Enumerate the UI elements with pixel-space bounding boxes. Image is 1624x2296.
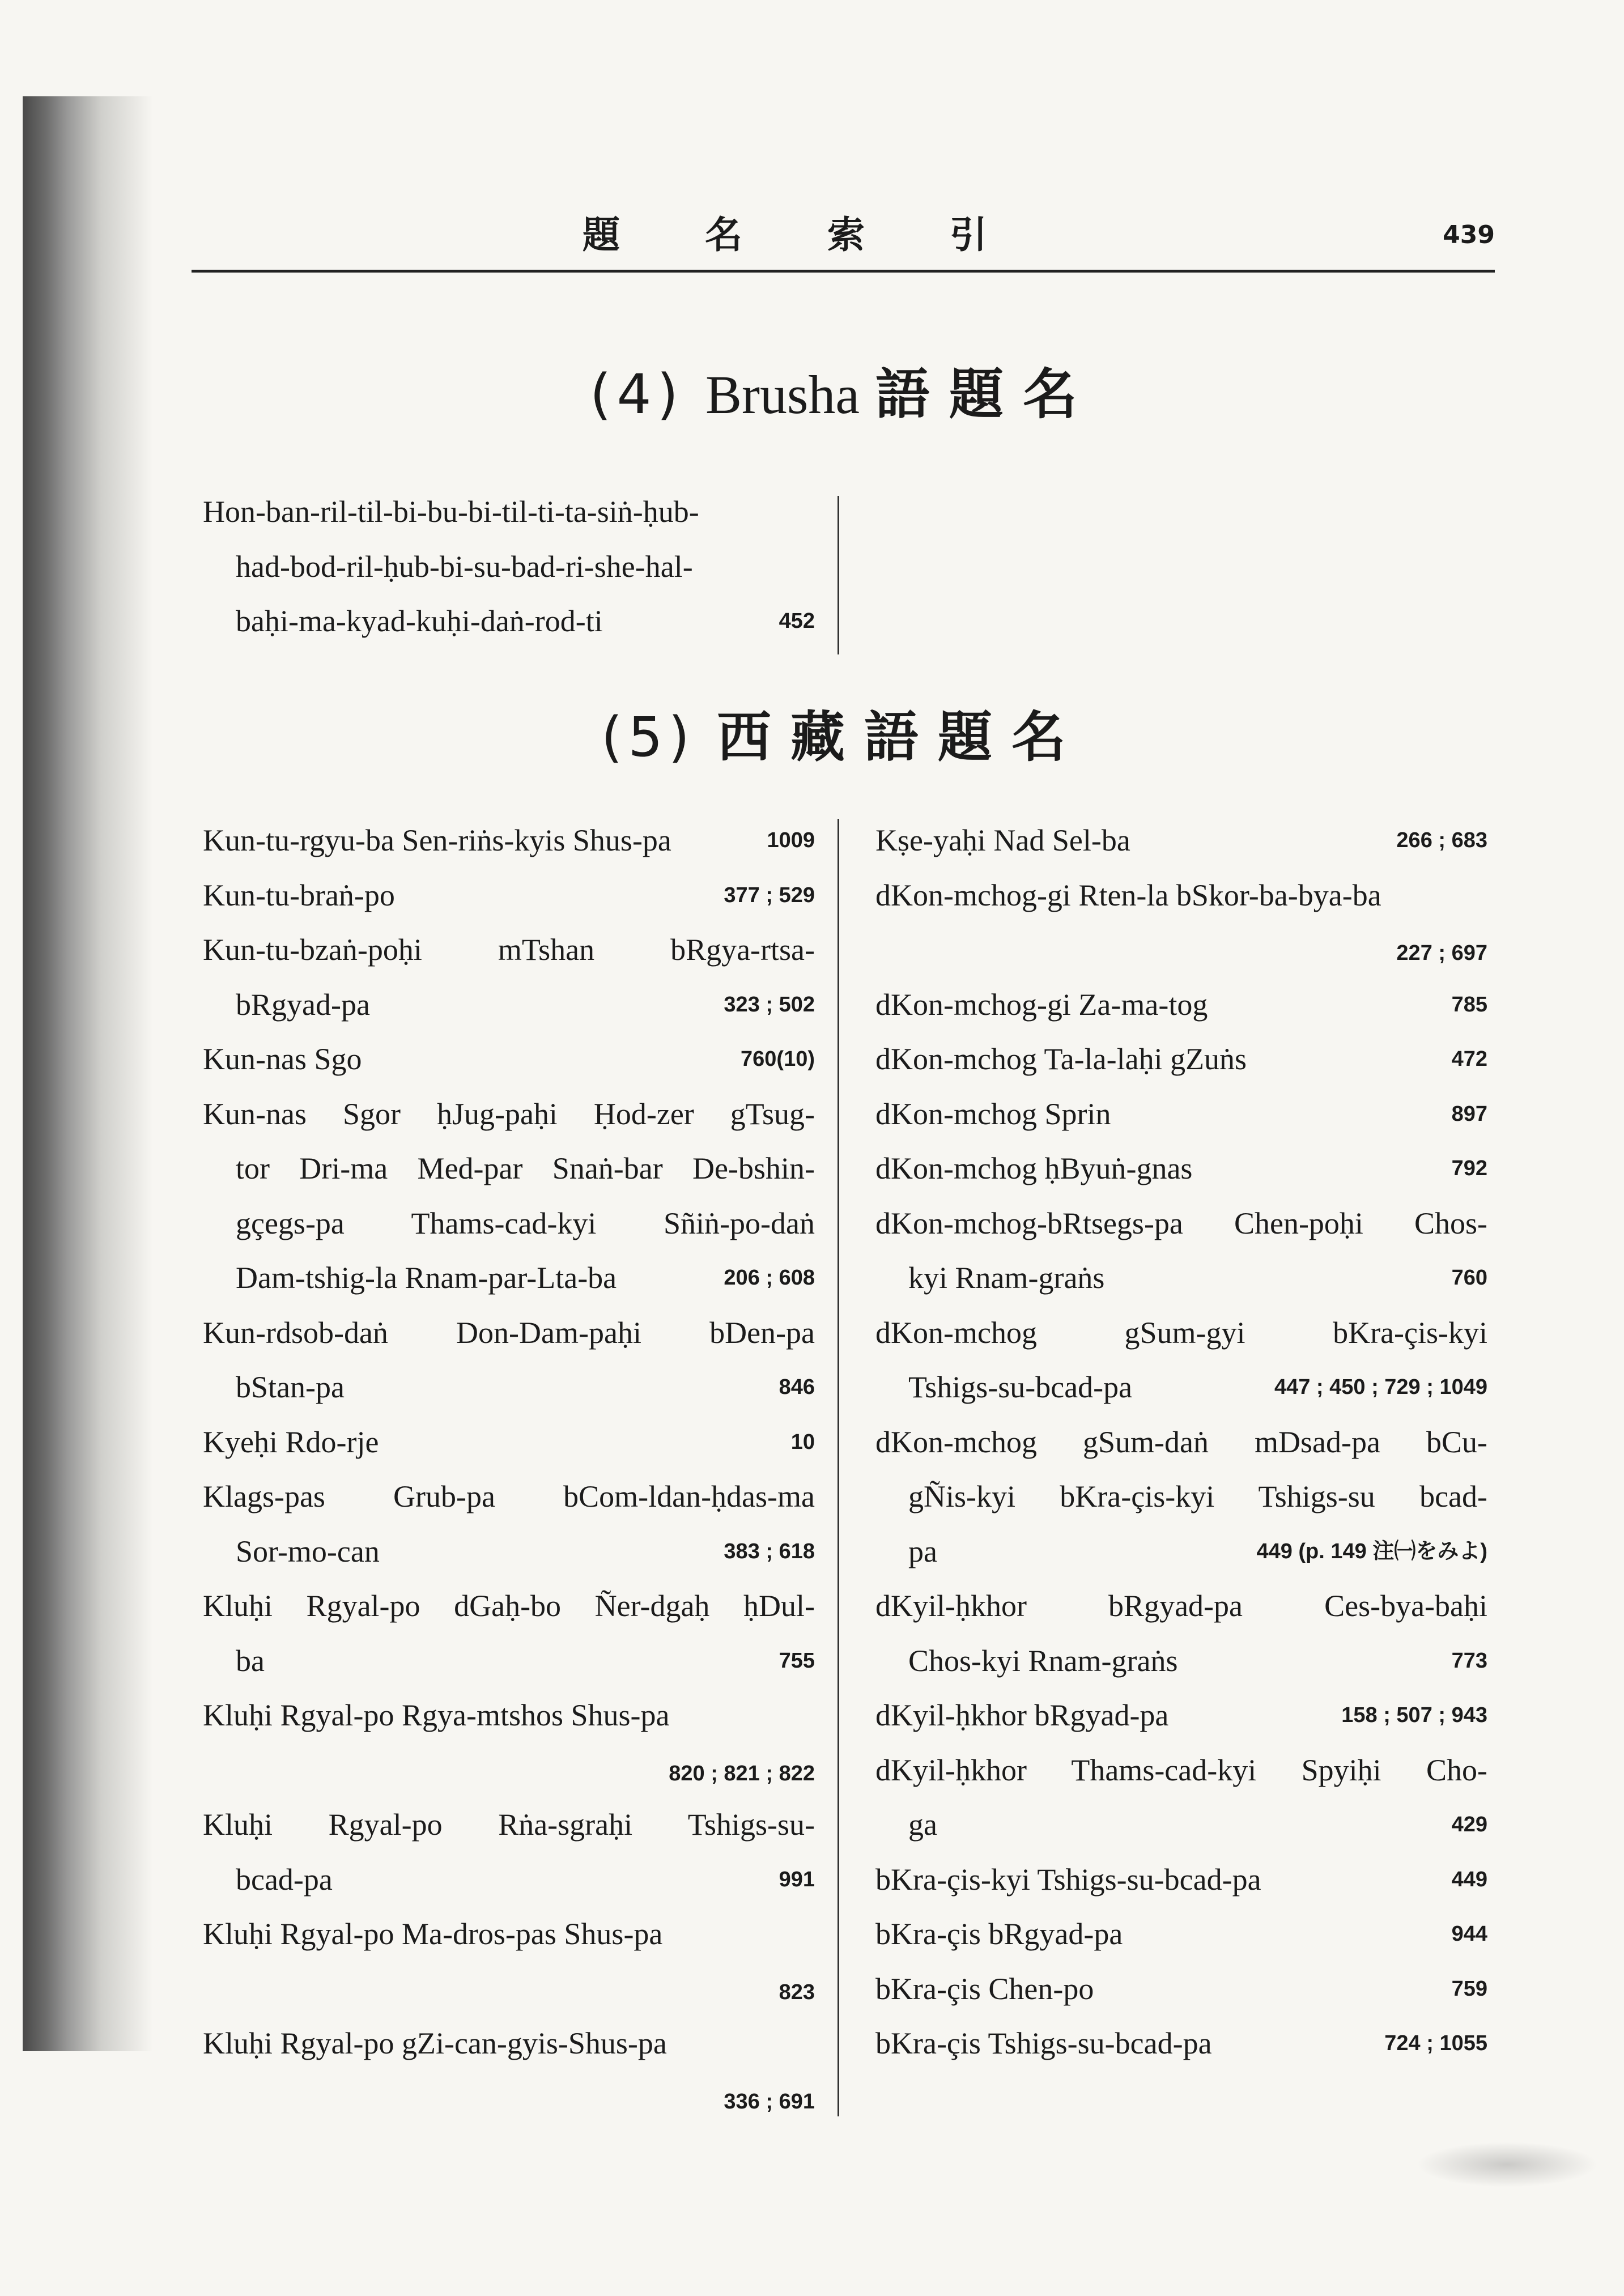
entry-pages: 266 ; 683 [1396, 828, 1487, 852]
index-entry [203, 1032, 815, 1087]
index-entry [203, 922, 815, 1032]
entry-pages: 227 ; 697 [1396, 941, 1487, 965]
section-number: (4) [590, 363, 684, 426]
entry-pages: 991 [779, 1867, 815, 1891]
entry-title-line: bRgyad-pa [236, 987, 370, 1022]
entry-title-line: Kun-tu-rgyu-ba Sen-riṅs-kyis Shus-pa [203, 823, 671, 857]
index-entry [875, 1579, 1487, 1688]
index-entry [875, 1196, 1487, 1306]
entry-pages: 323 ; 502 [724, 992, 815, 1017]
entry-pages: 755 [779, 1648, 815, 1673]
entry-pages: 820 ; 821 ; 822 [669, 1761, 815, 1785]
entry-pages: 449 (p. 149 注㈠をみよ) [1256, 1539, 1487, 1563]
entry-title-line: Kyeḥi Rdo-rje [203, 1425, 379, 1459]
entry-pages: 452 [779, 609, 815, 633]
section-heading-tibetan [192, 694, 1495, 772]
entry-title-line: baḥi-ma-kyad-kuḥi-daṅ-rod-ti [236, 604, 603, 638]
index-entry [203, 1579, 815, 1688]
entry-pages: 447 ; 450 ; 729 ; 1049 [1274, 1375, 1487, 1399]
entry-title-line: dKon-mchog gSum-gyi bKra-çis-kyi [875, 1315, 1487, 1350]
entry-title-line: dKon-mchog ḥByuṅ-gnas [875, 1151, 1193, 1185]
entry-title-line: dKyil-ḥkhor Thams-cad-kyi Spyiḥi Cho- [875, 1753, 1487, 1787]
entry-title-line: Klags-pas Grub-pa bCom-ldan-ḥdas-ma [203, 1479, 815, 1513]
entry-title-line: Kluḥi Rgyal-po Ma-dros-pas Shus-pa [203, 1917, 663, 1951]
entry-pages: 158 ; 507 ; 943 [1341, 1703, 1487, 1727]
entry-pages: 1009 [767, 828, 815, 852]
entry-title-line: Kṣe-yaḥi Nad Sel-ba [875, 823, 1130, 857]
tibetan-entries-left [203, 813, 815, 2125]
page-number: 439 [1443, 220, 1495, 249]
entry-title-line: bKra-çis Tshigs-su-bcad-pa [875, 2026, 1212, 2060]
entry-pages: 759 [1451, 1976, 1487, 2001]
index-entry [203, 1306, 815, 1415]
entry-title-line: kyi Rnam-graṅs [908, 1261, 1105, 1295]
entry-pages: 823 [779, 1980, 815, 2004]
entry-pages: 336 ; 691 [724, 2089, 815, 2114]
entry-title-line: Hon-ban-ril-til-bi-bu-bi-til-ti-ta-siṅ-ḥub- [203, 495, 699, 529]
entry-pages: 724 ; 1055 [1384, 2031, 1487, 2055]
entry-title-line: dKon-mchog Ta-la-laḥi gZuṅs [875, 1042, 1247, 1076]
entry-pages: 760(10) [741, 1047, 815, 1071]
entry-title-line: dKon-mchog-gi Za-ma-tog [875, 987, 1208, 1022]
entry-title-line: tor Dri-ma Med-par Snaṅ-bar De-bshin- [236, 1151, 815, 1185]
entry-title-line: gçegs-pa Thams-cad-kyi Sñiṅ-po-daṅ [236, 1206, 815, 1240]
scan-noise [1417, 2142, 1598, 2187]
index-entry [875, 1743, 1487, 1852]
entry-title-line: Kluḥi Rgyal-po gZi-can-gyis-Shus-pa [203, 2026, 667, 2060]
entry-pages: 472 [1451, 1047, 1487, 1071]
index-entry [875, 1306, 1487, 1415]
page-title: 題名索引 [583, 213, 1072, 257]
entry-title-line: Kluḥi Rgyal-po dGaḥ-bo Ñer-dgaḥ ḥDul- [203, 1589, 815, 1623]
entry-title-line: dKyil-ḥkhor bRgyad-pa [875, 1698, 1169, 1732]
entry-pages: 773 [1451, 1648, 1487, 1673]
entry-pages: 429 [1451, 1813, 1487, 1836]
section-heading-jp: 語題名 [875, 363, 1096, 426]
entry-title-line: Chos-kyi Rnam-graṅs [908, 1643, 1178, 1678]
entry-pages: 785 [1451, 992, 1487, 1017]
entry-title-line: Dam-tshig-la Rnam-par-Lta-ba [236, 1261, 617, 1295]
index-entry [203, 1907, 815, 2016]
index-entry [875, 1962, 1487, 2017]
column-divider [837, 819, 839, 2116]
entry-pages: 944 [1451, 1922, 1487, 1946]
entry-title-line: Sor-mo-can [236, 1534, 380, 1568]
entry-pages: 206 ; 608 [724, 1266, 815, 1290]
entry-title-line: bKra-çis Chen-po [875, 1971, 1094, 2006]
index-entry [203, 484, 815, 649]
index-entry [875, 813, 1487, 868]
index-entry [203, 1469, 815, 1579]
entry-pages: 449 [1451, 1867, 1487, 1891]
page-header [192, 198, 1495, 272]
column-divider [837, 496, 839, 654]
entry-pages: 897 [1451, 1102, 1487, 1126]
entry-title-line: dKon-mchog gSum-daṅ mDsad-pa bCu- [875, 1425, 1487, 1459]
index-entry [875, 977, 1487, 1032]
entry-title-line: dKon-mchog-gi Rten-la bSkor-ba-bya-ba [875, 878, 1381, 912]
section-heading-word: Brusha [705, 364, 860, 425]
entry-title-line: dKon-mchog-bRtsegs-pa Chen-poḥi Chos- [875, 1206, 1487, 1240]
entry-title-line: Kun-nas Sgo [203, 1042, 362, 1076]
section-heading-jp: 西藏語題名 [716, 705, 1085, 769]
index-entry [203, 1415, 815, 1470]
entry-pages: 383 ; 618 [724, 1539, 815, 1563]
entry-title-line: Kun-tu-bzaṅ-poḥi mTshan bRgya-rtsa- [203, 933, 815, 967]
index-entry [875, 1688, 1487, 1743]
index-entry [203, 1797, 815, 1907]
entry-pages: 10 [790, 1430, 815, 1454]
entry-title-line: Kun-rdsob-daṅ Don-Dam-paḥi bDen-pa [203, 1315, 815, 1350]
index-entry [203, 1688, 815, 1797]
entry-title-line: gÑis-kyi bKra-çis-kyi Tshigs-su bcad- [908, 1479, 1487, 1513]
entry-title-line: pa [908, 1534, 937, 1568]
index-entry [875, 1907, 1487, 1962]
index-entry [875, 1141, 1487, 1196]
index-entry [203, 1087, 815, 1306]
entry-title-line: bcad-pa [236, 1862, 333, 1897]
tibetan-entries-right [875, 813, 1487, 2071]
entry-title-line: dKyil-ḥkhor bRgyad-pa Ces-bya-baḥi [875, 1589, 1487, 1623]
entry-title-line: ba [236, 1643, 265, 1678]
entry-pages: 377 ; 529 [724, 883, 815, 907]
entry-title-line: Kun-tu-braṅ-po [203, 878, 395, 912]
index-entry [203, 2016, 815, 2125]
index-entry [203, 868, 815, 923]
entry-pages: 760 [1451, 1266, 1487, 1290]
brusha-entries [203, 484, 815, 649]
scan-shadow [23, 96, 153, 2051]
index-entry [875, 2016, 1487, 2071]
entry-pages: 792 [1451, 1156, 1487, 1180]
entry-title-line: ga [908, 1808, 937, 1842]
entry-title-line: bKra-çis bRgyad-pa [875, 1917, 1123, 1951]
index-entry [875, 1852, 1487, 1907]
index-entry [203, 813, 815, 868]
header-rule [192, 270, 1495, 273]
entry-pages: 846 [779, 1375, 815, 1399]
section-heading-brusha [192, 351, 1495, 429]
entry-title-line: bStan-pa [236, 1370, 345, 1404]
entry-title-line: Kun-nas Sgor ḥJug-paḥi Ḥod-zer gTsug- [203, 1096, 815, 1131]
entry-title-line: Kluḥi Rgyal-po Rṅa-sgraḥi Tshigs-su- [203, 1808, 815, 1842]
section-number: (5) [601, 705, 695, 769]
entry-title-line: bKra-çis-kyi Tshigs-su-bcad-pa [875, 1862, 1261, 1897]
entry-title-line: had-bod-ril-ḥub-bi-su-bad-ri-she-hal- [236, 549, 693, 584]
index-entry [875, 1087, 1487, 1142]
entry-title-line: dKon-mchog Sprin [875, 1096, 1111, 1131]
entry-title-line: Kluḥi Rgyal-po Rgya-mtshos Shus-pa [203, 1698, 670, 1732]
index-entry [875, 868, 1487, 977]
index-entry [875, 1032, 1487, 1087]
index-entry [875, 1415, 1487, 1579]
entry-title-line: Tshigs-su-bcad-pa [908, 1370, 1133, 1404]
